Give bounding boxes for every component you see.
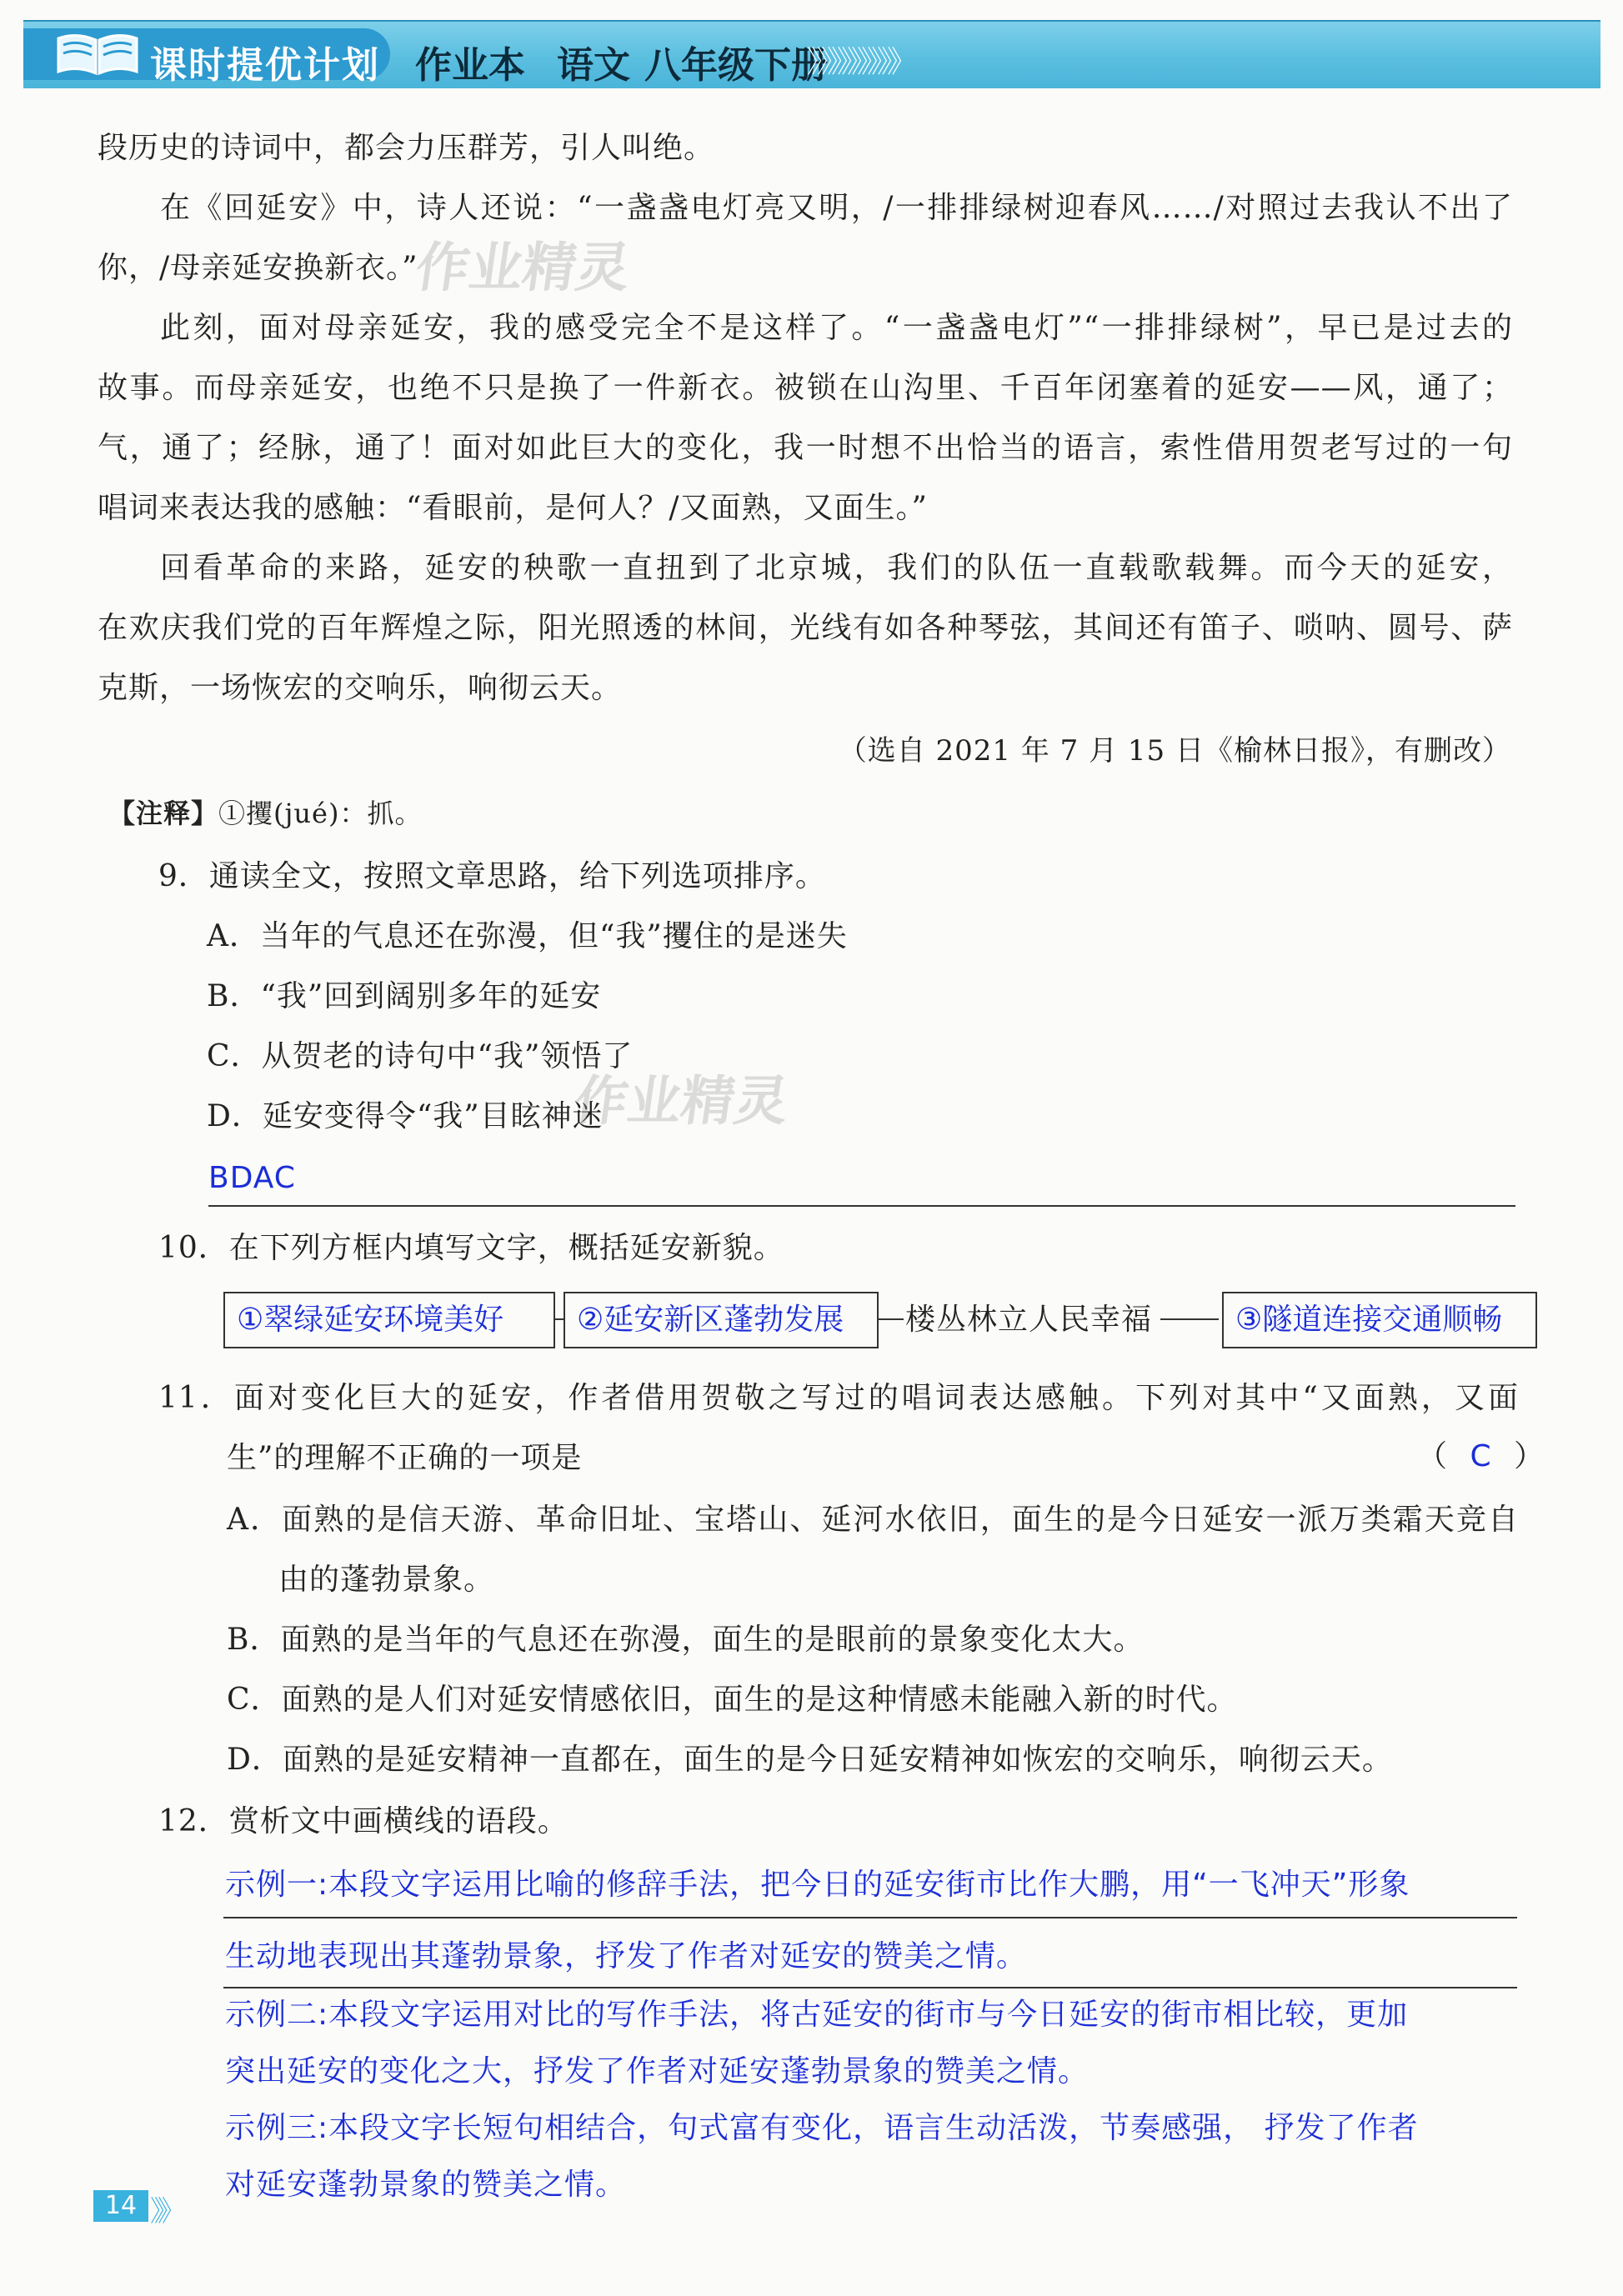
q11-option: A．面熟的是信天游、革命旧址、宝塔山、延河水依旧，面生的是今日延安一派万类霜天竞自: [227, 1503, 1519, 1537]
q11-stem: 11．面对变化巨大的延安，作者借用贺敬之写过的唱词表达感触。下列对其中“又面熟，又面: [158, 1381, 1519, 1415]
q9-option: A．当年的气息还在弥漫，但“我”攫住的是迷失: [207, 919, 848, 953]
q12-answer-line: 对延安蓬勃景象的赞美之情。: [225, 2168, 627, 2202]
q12-answer-line: 示例三:本段文字长短句相结合，句式富有变化，语言生动活泼，节奏感强， 抒发了作者: [225, 2111, 1419, 2145]
grade-label: 八年级下册: [644, 44, 828, 87]
q9-stem: 9．通读全文，按照文章思路，给下列选项排序。: [158, 859, 826, 893]
connector-line: [555, 1318, 564, 1320]
q10-middle-text: 楼丛林立人民幸福: [905, 1303, 1153, 1337]
q9-answer: BDAC: [208, 1161, 296, 1195]
passage-source: （选自 2021 年 7 月 15 日《榆林日报》，有删改）: [838, 734, 1511, 768]
header-banner: [23, 20, 1600, 88]
passage-line: 在欢庆我们党的百年辉煌之际，阳光照透的林间，光线有如各种琴弦，其间还有笛子、唢呐、圆号、萨: [98, 611, 1513, 645]
page-number: 14: [93, 2190, 148, 2222]
q10-box-2[interactable]: ②延安新区蓬勃发展: [564, 1292, 879, 1348]
header-arrows: 》》》》》》》》》: [807, 45, 913, 79]
watermark: 作业精灵: [411, 238, 634, 299]
q12-answer-line: 示例二:本段文字运用对比的写作手法，将古延安的街市与今日延安的街市相比较，更加: [225, 1998, 1409, 2032]
q11-option: B．面熟的是当年的气息还在弥漫，面生的是眼前的景象变化太大。: [227, 1623, 1145, 1657]
connector-line: [877, 1318, 904, 1320]
note-text: ①攫(jué)：抓。: [218, 798, 423, 829]
watermark: 作业精灵: [569, 1071, 793, 1133]
q9-option: B．“我”回到阔别多年的延安: [207, 979, 602, 1013]
connector-line: [1160, 1318, 1219, 1320]
open-book-icon: [52, 30, 143, 77]
page-arrows: 》》: [150, 2195, 179, 2228]
passage-line: 克斯，一场恢宏的交响乐，响彻云天。: [98, 671, 623, 705]
q10-box-3[interactable]: ③隧道连接交通顺畅: [1222, 1292, 1537, 1348]
passage-line: 回看革命的来路，延安的秧歌一直扭到了北京城，我们的队伍一直载歌载舞。而今天的延安，: [160, 551, 1513, 585]
q10-box-1[interactable]: ①翠绿延安环境美好: [223, 1292, 555, 1348]
passage-line: 气，通了；经脉，通了！面对如此巨大的变化，我一时想不出恰当的语言，索性借用贺老写过的一句: [98, 431, 1513, 465]
q10-stem: 10．在下列方框内填写文字，概括延安新貌。: [158, 1231, 784, 1265]
passage-line: 你，/母亲延安换新衣。”: [98, 251, 418, 285]
passage-line: 唱词来表达我的感触：“看眼前，是何人？/又面熟，又面生。”: [98, 491, 928, 525]
passage-line: 在《回延安》中，诗人还说：“一盏盏电灯亮又明，/一排排绿树迎春风……/对照过去我认不出了: [160, 191, 1513, 225]
brand-title: 课时提优计划: [150, 44, 380, 87]
paren-close: ）: [1514, 1439, 1545, 1473]
q11-option: 由的蓬勃景象。: [278, 1563, 495, 1597]
q12-stem: 12．赏析文中画横线的语段。: [158, 1804, 569, 1838]
passage-line: 故事。而母亲延安，也绝不只是换了一件新衣。被锁在山沟里、千百年闭塞着的延安——风，通了；: [98, 371, 1513, 405]
q11-answer-bracket: [1417, 1439, 1545, 1473]
q11-answer: C: [1470, 1439, 1492, 1473]
subject-label: 语文: [557, 44, 630, 87]
note: [108, 800, 422, 827]
answer-underline: [223, 1917, 1517, 1918]
q11-option: D．面熟的是延安精神一直都在，面生的是今日延安精神如恢宏的交响乐，响彻云天。: [227, 1743, 1393, 1777]
q9-option: C．从贺老的诗句中“我”领悟了: [207, 1039, 634, 1073]
note-label: 【注释】: [108, 798, 219, 829]
q12-answer-line: 突出延安的变化之大，抒发了作者对延安蓬勃景象的赞美之情。: [225, 2054, 1090, 2088]
q11-stem: 生”的理解不正确的一项是: [227, 1441, 583, 1475]
q12-answer-line: 示例一:本段文字运用比喻的修辞手法，把今日的延安街市比作大鹏，用“一飞冲天”形象: [225, 1868, 1410, 1902]
book-type: 作业本: [415, 44, 525, 87]
answer-underline: [208, 1205, 1515, 1207]
q9-option: D．延安变得令“我”目眩神迷: [207, 1099, 604, 1133]
passage-line: 此刻，面对母亲延安，我的感受完全不是这样了。“一盏盏电灯”“一排排绿树”，早已是过去的: [160, 311, 1513, 345]
q11-option: C．面熟的是人们对延安情感依旧，面生的是这种情感未能融入新的时代。: [227, 1683, 1238, 1717]
paren-open: （: [1417, 1439, 1449, 1473]
q12-answer-line: 生动地表现出其蓬勃景象，抒发了作者对延安的赞美之情。: [225, 1939, 1028, 1973]
passage-line: 段历史的诗词中，都会力压群芳，引人叫绝。: [98, 131, 715, 165]
answer-underline: [223, 1987, 1517, 1988]
